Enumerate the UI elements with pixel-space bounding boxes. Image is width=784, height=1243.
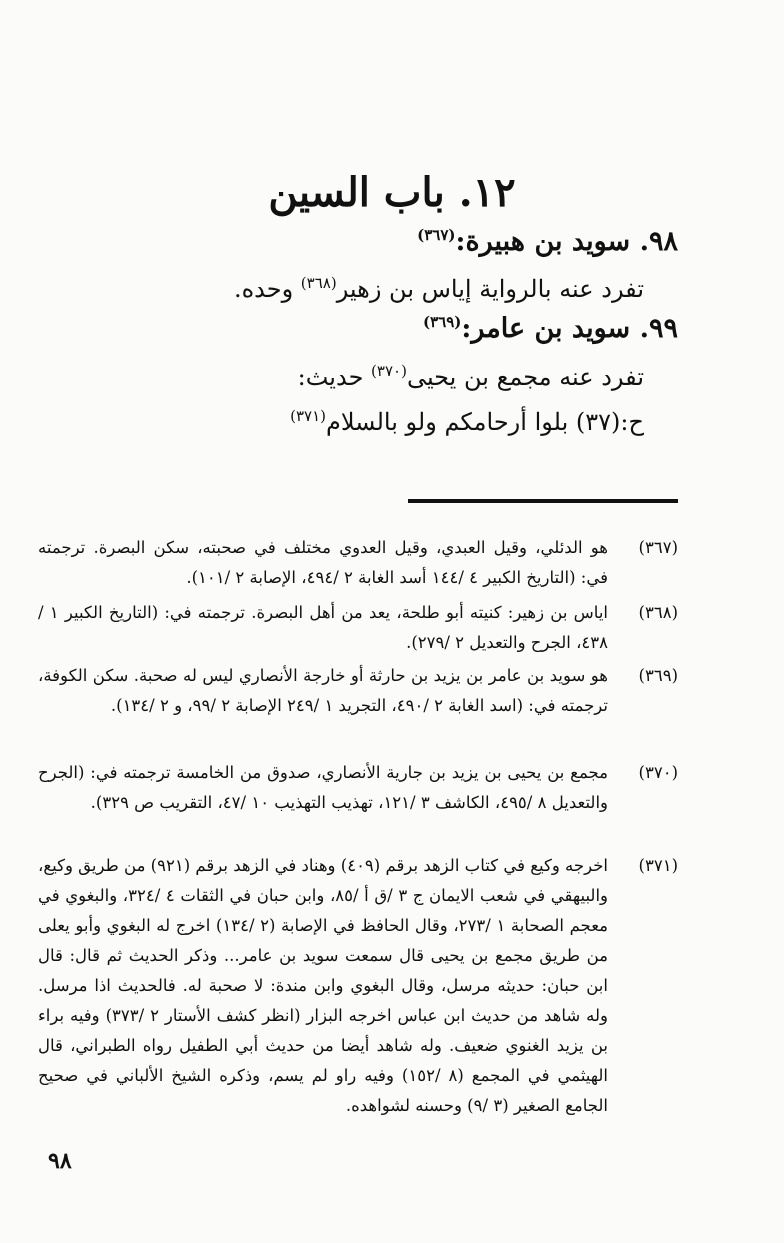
footnote-number: (٣٦٨): [638, 603, 678, 622]
hadith-37: [290, 405, 644, 439]
entry-98-title: [417, 224, 678, 260]
entry-text-tail: حديث:: [297, 363, 372, 391]
entry-text-tail: وحده.: [233, 275, 301, 303]
entry-text: تفرد عنه بالرواية إياس بن زهير: [336, 275, 644, 303]
footnote-371: [38, 851, 678, 1121]
footnote-text: هو الدئلي، وقيل العبدي، وقيل العدوي مختلف في صحبته، سكن البصرة. ترجمته في: (التاريخ الكبير ٤ /١٤٤ أسد الغابة ٢ /٤٩٤، الإصابة ٢ /١٠١).: [38, 538, 608, 587]
entry-title-text: ٩٩. سويد بن عامر:: [461, 313, 678, 344]
entry-99-text: [298, 360, 644, 394]
footnote-number: (٣٧١): [638, 856, 678, 875]
chapter-heading: ١٢. باب السين: [268, 169, 516, 216]
page-number: ٩٨: [48, 1148, 72, 1174]
footnote-ref: (٣٦٨): [300, 274, 337, 292]
footnote-text: مجمع بن يحيى بن يزيد بن جارية الأنصاري، صدوق من الخامسة ترجمته في: (الجرح والتعديل ٨ /٤٩٥، الكاشف ٣ /١٢١، تهذيب التهذيب ١٠ /٤٧، التقريب ص ٣٢٩).: [38, 763, 608, 812]
footnote-ref: (٣٧١): [290, 407, 326, 425]
entry-98-text: [234, 272, 644, 306]
entry-title-text: ٩٨. سويد بن هبيرة:: [455, 226, 678, 257]
footnote-ref: (٣٧٠): [371, 362, 407, 380]
footnote-ref: (٣٦٩): [423, 313, 462, 331]
footnote-ref: (٣٦٧): [417, 226, 456, 244]
footnote-text: هو سويد بن عامر بن يزيد بن حارثة أو خارجة الأنصاري ليس له صحبة. سكن الكوفة، ترجمته في: (اسد الغابة ٢ /٤٩٠، التجريد ١ /٢٤٩ الإصابة ٢ /٩٩، و ٢ /١٣٤).: [38, 666, 608, 715]
hadith-text: ح:(٣٧) بلوا أرحامكم ولو بالسلام: [326, 408, 644, 436]
footnote-number: (٣٧٠): [638, 763, 678, 782]
entry-99-title: [423, 311, 678, 347]
footnote-text: اخرجه وكيع في كتاب الزهد برقم (٤٠٩) وهناد في الزهد برقم (٩٢١) من طريق وكيع، والبيهقي في شعب الايمان ج ٣ /ق أ /٨٥، وابن حبان في الثقات ٤ /٣٢٤، والبغوي في معجم الصحابة ١ /٢٧٣، وقال الحافظ في الإصابة (٢ /١٣٤) اخرج له البغوي وأبو يعلى من طريق مجمع بن يحيى قال سمعت سويد بن عامر... وذكر الحديث ثم قال: قال ابن حبان: حديثه مرسل، وقال البغوي وابن مندة: لا صحبة له. فالحديث اذا مرسل. وله شاهد من حديث ابن عباس اخرجه البزار (انظر كشف الأستار ٢ /٣٧٣) وفيه براء بن يزيد الغنوي ضعيف. وله شاهد أيضا من حديث أبي الطفيل رواه الطبراني، قال الهيثمي في المجمع (٨ /١٥٢) وفيه راو لم يسم، وذكره الشيخ الألباني في صحيح الجامع الصغير (٣ /٩) وحسنه لشواهده.: [38, 856, 609, 1115]
footnote-367: [38, 533, 678, 593]
footnote-separator: [408, 499, 678, 503]
entry-text: تفرد عنه مجمع بن يحيى: [406, 363, 644, 391]
footnote-370: [38, 758, 678, 818]
footnote-368: [38, 598, 678, 658]
footnote-text: اياس بن زهير: كنيته أبو طلحة، يعد من أهل البصرة. ترجمته في: (التاريخ الكبير ١ /٤٣٨، الجرح والتعديل ٢ /٢٧٩).: [38, 603, 608, 652]
footnote-number: (٣٦٩): [638, 666, 678, 685]
footnote-369: [38, 661, 678, 721]
footnote-number: (٣٦٧): [638, 538, 678, 557]
